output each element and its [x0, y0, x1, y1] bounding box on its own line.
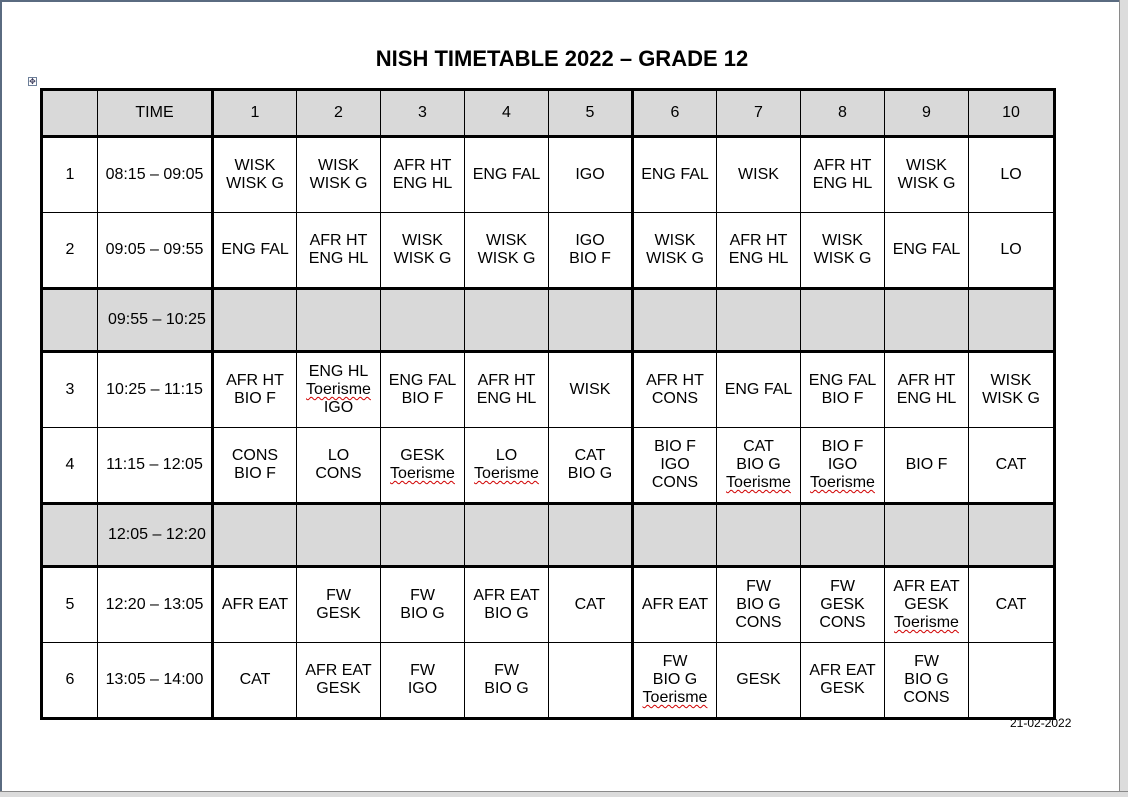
subject-line: WISK	[402, 232, 443, 249]
header-time-cell: TIME	[98, 90, 213, 137]
header-blank-cell	[42, 90, 98, 137]
subject-cell	[801, 428, 885, 504]
subject-line: FW	[494, 662, 519, 679]
subject-cell	[801, 504, 885, 567]
subject-line: BIO F	[234, 390, 276, 407]
subject-line: BIO G	[567, 465, 613, 482]
subject-line: BIO F	[569, 250, 611, 267]
subject-line: IGO	[575, 232, 605, 249]
subject-line: BIO G	[736, 456, 781, 473]
subject-cell	[633, 643, 717, 719]
subject-line: Toerisme	[306, 381, 371, 398]
subject-cell	[381, 352, 465, 428]
subject-line: BIO F	[234, 465, 276, 482]
subject-cell	[213, 213, 297, 289]
subject-cell	[549, 213, 633, 289]
row-index-cell: 1	[42, 137, 98, 213]
subject-cell	[717, 504, 801, 567]
subject-cell	[969, 428, 1055, 504]
subject-cell	[465, 137, 549, 213]
window-frame-left	[0, 0, 2, 797]
row-index-cell: 2	[42, 213, 98, 289]
subject-line: CONS	[651, 390, 699, 407]
subject-line: BIO G	[484, 680, 529, 697]
subject-line: AFR EAT	[893, 578, 960, 595]
header-period-cell: 3	[381, 90, 465, 137]
subject-line: ENG HL	[476, 390, 537, 407]
subject-line: IGO	[407, 680, 438, 697]
subject-line: ENG HL	[308, 250, 369, 267]
subject-line: BIO F	[821, 438, 864, 455]
subject-line: AFR HT	[477, 372, 536, 389]
subject-cell	[297, 504, 381, 567]
subject-cell	[213, 567, 297, 643]
header-period-cell: 1	[213, 90, 297, 137]
subject-cell	[213, 137, 297, 213]
subject-cell	[885, 289, 969, 352]
subject-cell	[717, 352, 801, 428]
row-index-cell	[42, 289, 98, 352]
subject-cell	[297, 352, 381, 428]
subject-line: AFR EAT	[473, 587, 540, 604]
subject-cell	[885, 213, 969, 289]
subject-line: WISK	[234, 157, 276, 174]
lesson-row	[42, 137, 1055, 213]
subject-line: Toerisme	[390, 465, 455, 482]
horizontal-scrollbar[interactable]	[0, 791, 1128, 797]
subject-cell	[633, 504, 717, 567]
subject-cell	[969, 504, 1055, 567]
subject-cell	[465, 567, 549, 643]
subject-line: FW	[326, 587, 351, 604]
subject-line: ENG FAL	[724, 381, 793, 398]
subject-line: ENG HL	[308, 363, 369, 380]
row-index-cell: 3	[42, 352, 98, 428]
row-index-cell: 6	[42, 643, 98, 719]
subject-cell	[633, 213, 717, 289]
subject-cell	[717, 567, 801, 643]
subject-line: ENG HL	[728, 250, 789, 267]
subject-cell	[885, 428, 969, 504]
break-row	[42, 504, 1055, 567]
subject-cell	[381, 213, 465, 289]
subject-line: ENG HL	[812, 175, 873, 192]
subject-cell	[801, 352, 885, 428]
subject-cell	[465, 504, 549, 567]
subject-line: LO	[495, 447, 518, 464]
subject-cell	[297, 428, 381, 504]
subject-cell	[465, 643, 549, 719]
timetable	[40, 88, 1056, 720]
subject-cell	[297, 137, 381, 213]
subject-cell	[801, 289, 885, 352]
subject-cell	[969, 643, 1055, 719]
header-period-cell: 5	[549, 90, 633, 137]
subject-line: WISK	[738, 166, 779, 183]
subject-cell	[213, 504, 297, 567]
subject-cell	[633, 352, 717, 428]
header-period-cell: 4	[465, 90, 549, 137]
subject-cell	[549, 504, 633, 567]
subject-cell	[381, 504, 465, 567]
subject-cell	[969, 289, 1055, 352]
page-title: NISH TIMETABLE 2022 – GRADE 12	[375, 46, 749, 71]
subject-line: CAT	[743, 438, 774, 455]
subject-line: CAT	[574, 447, 606, 464]
time-cell: 13:05 – 14:00	[98, 643, 213, 719]
subject-line: BIO G	[400, 605, 445, 622]
subject-line: CONS	[819, 614, 866, 631]
subject-line: WISK G	[309, 175, 368, 192]
subject-cell	[549, 289, 633, 352]
subject-cell	[717, 289, 801, 352]
subject-cell	[213, 289, 297, 352]
subject-line: IGO	[827, 456, 858, 473]
subject-line: ENG FAL	[388, 372, 457, 389]
subject-line: GESK	[316, 605, 361, 622]
header-period-cell: 10	[969, 90, 1055, 137]
subject-cell	[885, 352, 969, 428]
header-period-cell: 8	[801, 90, 885, 137]
subject-line: WISK G	[982, 390, 1040, 407]
subject-line: ENG HL	[896, 390, 957, 407]
subject-cell	[969, 352, 1055, 428]
subject-cell	[297, 643, 381, 719]
subject-cell	[885, 137, 969, 213]
subject-line: WISK	[486, 232, 527, 249]
subject-cell	[717, 643, 801, 719]
subject-line: IGO	[660, 456, 690, 473]
subject-line: FW	[410, 587, 435, 604]
subject-line: FW	[830, 578, 855, 595]
subject-line: CONS	[231, 447, 279, 464]
subject-line: LO	[327, 447, 350, 464]
subject-line: FW	[914, 653, 939, 670]
subject-line: WISK	[654, 232, 696, 249]
time-cell: 08:15 – 09:05	[98, 137, 213, 213]
move-handle-icon[interactable]: ✥	[29, 77, 36, 86]
subject-line: CAT	[995, 456, 1027, 473]
subject-line: BIO G	[736, 596, 781, 613]
subject-line: FW	[746, 578, 771, 595]
subject-cell	[549, 643, 633, 719]
vertical-scrollbar[interactable]	[1119, 0, 1128, 797]
subject-cell	[633, 137, 717, 213]
subject-line: AFR EAT	[305, 662, 372, 679]
subject-cell	[381, 567, 465, 643]
subject-line: AFR HT	[729, 232, 788, 249]
lesson-row	[42, 567, 1055, 643]
subject-line: AFR HT	[646, 372, 704, 389]
subject-line: LO	[1000, 241, 1022, 258]
subject-cell	[885, 504, 969, 567]
subject-line: BIO F	[401, 390, 444, 407]
subject-cell	[633, 428, 717, 504]
subject-line: BIO G	[652, 671, 698, 688]
header-period-cell: 7	[717, 90, 801, 137]
subject-line: GESK	[820, 596, 865, 613]
subject-cell	[969, 213, 1055, 289]
subject-line: AFR EAT	[641, 596, 709, 613]
subject-line: WISK G	[393, 250, 452, 267]
subject-line: AFR EAT	[221, 596, 289, 613]
subject-line: WISK	[906, 157, 947, 174]
break-row	[42, 289, 1055, 352]
subject-cell	[465, 428, 549, 504]
subject-cell	[549, 428, 633, 504]
subject-cell	[381, 289, 465, 352]
subject-cell	[549, 352, 633, 428]
subject-line: BIO F	[821, 390, 864, 407]
subject-line: WISK	[569, 381, 611, 398]
subject-line: BIO G	[904, 671, 949, 688]
time-cell: 09:05 – 09:55	[98, 213, 213, 289]
time-cell: 10:25 – 11:15	[98, 352, 213, 428]
subject-cell	[381, 643, 465, 719]
subject-cell	[717, 137, 801, 213]
subject-cell	[801, 137, 885, 213]
window-frame-top	[0, 0, 1128, 2]
subject-line: AFR HT	[813, 157, 872, 174]
subject-cell	[549, 567, 633, 643]
subject-line: ENG FAL	[808, 372, 877, 389]
subject-line: IGO	[323, 399, 354, 416]
subject-line: ENG FAL	[221, 241, 289, 258]
time-cell: 12:05 – 12:20	[98, 504, 213, 567]
subject-cell	[213, 352, 297, 428]
subject-cell	[633, 567, 717, 643]
subject-line: GESK	[904, 596, 949, 613]
date-stamp: 21-02-2022	[1010, 716, 1072, 730]
subject-line: WISK	[318, 157, 359, 174]
header-period-cell: 2	[297, 90, 381, 137]
header-row	[42, 90, 1055, 137]
subject-line: WISK G	[646, 250, 704, 267]
subject-line: BIO F	[905, 456, 948, 473]
subject-cell	[801, 213, 885, 289]
subject-line: FW	[662, 653, 688, 670]
subject-cell	[297, 289, 381, 352]
subject-line: IGO	[575, 166, 605, 183]
time-cell: 12:20 – 13:05	[98, 567, 213, 643]
subject-line: ENG FAL	[472, 166, 541, 183]
header-period-cell: 9	[885, 90, 969, 137]
row-index-cell: 5	[42, 567, 98, 643]
subject-cell	[297, 213, 381, 289]
subject-line: Toerisme	[810, 474, 875, 491]
subject-line: AFR HT	[309, 232, 368, 249]
subject-cell	[969, 137, 1055, 213]
subject-cell	[969, 567, 1055, 643]
subject-cell	[801, 567, 885, 643]
subject-line: Toerisme	[642, 689, 708, 706]
subject-cell	[465, 352, 549, 428]
lesson-row	[42, 643, 1055, 719]
lesson-row	[42, 352, 1055, 428]
subject-line: CONS	[903, 689, 950, 706]
subject-line: CONS	[651, 474, 699, 491]
subject-cell	[885, 567, 969, 643]
subject-line: Toerisme	[894, 614, 959, 631]
subject-cell	[549, 137, 633, 213]
subject-line: Toerisme	[474, 465, 539, 482]
row-index-cell	[42, 504, 98, 567]
lesson-row	[42, 428, 1055, 504]
subject-cell	[465, 289, 549, 352]
subject-line: CAT	[995, 596, 1027, 613]
subject-line: WISK	[990, 372, 1032, 389]
subject-cell	[213, 428, 297, 504]
time-cell: 11:15 – 12:05	[98, 428, 213, 504]
subject-line: WISK G	[226, 175, 284, 192]
subject-line: GESK	[400, 447, 445, 464]
subject-line: Toerisme	[726, 474, 791, 491]
subject-line: CAT	[574, 596, 606, 613]
subject-line: BIO F	[654, 438, 696, 455]
subject-line: GESK	[736, 671, 781, 688]
subject-line: WISK G	[477, 250, 536, 267]
subject-cell	[465, 213, 549, 289]
subject-line: CONS	[315, 465, 362, 482]
subject-cell	[717, 213, 801, 289]
subject-cell	[801, 643, 885, 719]
subject-line: ENG HL	[392, 175, 453, 192]
subject-line: CONS	[735, 614, 782, 631]
time-cell: 09:55 – 10:25	[98, 289, 213, 352]
subject-line: ENG FAL	[641, 166, 709, 183]
subject-line: ENG FAL	[892, 241, 961, 258]
subject-line: GESK	[820, 680, 865, 697]
subject-line: CAT	[239, 671, 271, 688]
subject-line: WISK	[822, 232, 863, 249]
header-period-cell: 6	[633, 90, 717, 137]
subject-line: AFR EAT	[809, 662, 876, 679]
subject-line: GESK	[316, 680, 361, 697]
lesson-row	[42, 213, 1055, 289]
subject-line: LO	[1000, 166, 1022, 183]
row-index-cell: 4	[42, 428, 98, 504]
subject-line: WISK G	[813, 250, 872, 267]
subject-cell	[717, 428, 801, 504]
subject-cell	[297, 567, 381, 643]
subject-line: BIO G	[484, 605, 529, 622]
subject-line: WISK G	[897, 175, 956, 192]
subject-line: AFR HT	[226, 372, 284, 389]
subject-line: AFR HT	[897, 372, 956, 389]
subject-line: FW	[410, 662, 435, 679]
subject-cell	[213, 643, 297, 719]
subject-cell	[381, 428, 465, 504]
subject-cell	[885, 643, 969, 719]
subject-cell	[381, 137, 465, 213]
subject-cell	[633, 289, 717, 352]
subject-line: AFR HT	[393, 157, 452, 174]
